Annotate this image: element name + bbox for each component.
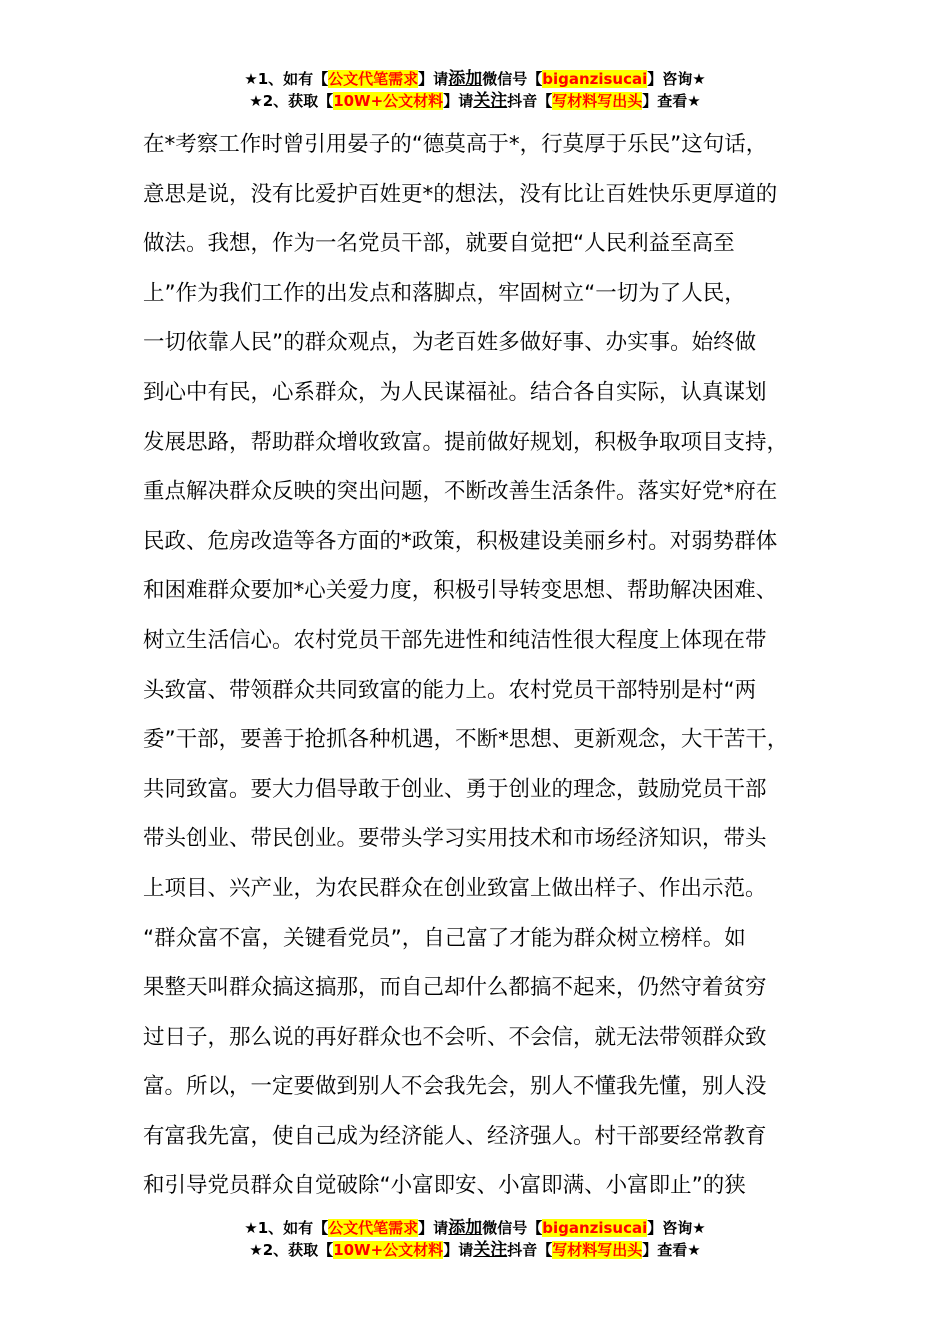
banner-wechat-id: biganzisucai — [542, 1219, 648, 1237]
banner-text: 微信号【 — [482, 70, 543, 88]
banner-emphasis: 关注 — [473, 91, 508, 111]
banner-emphasis: 添加 — [448, 69, 483, 89]
body-line: 在*考察工作时曾引用晏子的“德莫高于*，行莫厚于乐民”这句话， — [143, 132, 768, 157]
banner-text: ★2、获取【 — [249, 1241, 334, 1259]
banner-line-1 — [0, 68, 950, 90]
banner-highlight: 10W+公文材料 — [333, 92, 444, 110]
banner-text: 】查看★ — [642, 1241, 701, 1259]
banner-text: 】咨询★ — [647, 70, 706, 88]
banner-text: 】请 — [443, 92, 474, 110]
banner-text: 】请 — [418, 70, 449, 88]
banner-text: 微信号【 — [482, 1219, 543, 1237]
body-line: 有富我先富，使自己成为经济能人、经济强人。村干部要经常教育 — [143, 1123, 767, 1149]
body-line: 富。所以，一定要做到别人不会我先会，别人不懂我先懂，别人没 — [143, 1074, 767, 1100]
banner-highlight: 公文代笔需求 — [328, 70, 419, 88]
banner-text: ★1、如有【 — [244, 1219, 329, 1237]
body-line: 上项目、兴产业，为农民群众在创业致富上做出样子、作出示范。 — [143, 875, 767, 901]
body-line: 一切依靠人民”的群众观点，为老百姓多做好事、办实事。始终做 — [143, 330, 757, 356]
body-line: 头致富、带领群众共同致富的能力上。农村党员干部特别是村“两 — [143, 677, 757, 703]
body-line: 委”干部，要善于抢抓各种机遇，不断*思想、更新观念，大干苦干， — [143, 727, 789, 753]
banner-text: ★1、如有【 — [244, 70, 329, 88]
banner-text: 抖音【 — [507, 92, 553, 110]
banner-text: 抖音【 — [507, 1241, 553, 1259]
banner-text: 】请 — [418, 1219, 449, 1237]
body-line: 上”作为我们工作的出发点和落脚点，牢固树立“一切为了人民， — [143, 280, 746, 306]
body-line: 民政、危房改造等各方面的*政策，积极建设美丽乡村。对弱势群体 — [143, 528, 778, 554]
body-line: 果整天叫群众搞这搞那，而自己却什么都搞不起来，仍然守着贫穷 — [143, 975, 767, 1001]
body-line: “群众富不富，关键看党员”，自己富了才能为群众树立榜样。如 — [143, 925, 746, 951]
body-line: 带头创业、带民创业。要带头学习实用技术和市场经济知识，带头 — [143, 826, 767, 852]
banner-text: ★2、获取【 — [249, 92, 334, 110]
banner-text: 】请 — [443, 1241, 474, 1259]
banner-line-2 — [0, 1239, 950, 1261]
body-line: 和引导党员群众自觉破除“小富即安、小富即满、小富即止”的狭 — [143, 1173, 746, 1199]
banner-line-1 — [0, 1217, 950, 1239]
banner-emphasis: 关注 — [473, 1240, 508, 1260]
footer-banner — [0, 1217, 950, 1261]
banner-text: 】查看★ — [642, 92, 701, 110]
banner-highlight: 10W+公文材料 — [333, 1241, 444, 1259]
document-body — [143, 120, 833, 1211]
body-line: 和困难群众要加*心关爱力度，积极引导转变思想、帮助解决困难、 — [143, 578, 778, 604]
body-line: 过日子，那么说的再好群众也不会听、不会信，就无法带领群众致 — [143, 1024, 767, 1050]
body-line: 重点解决群众反映的突出问题，不断改善生活条件。落实好党*府在 — [143, 479, 778, 505]
body-line: 意思是说，没有比爱护百姓更*的想法，没有比让百姓快乐更厚道的 — [143, 181, 778, 207]
banner-wechat-id: biganzisucai — [542, 70, 648, 88]
body-line: 到心中有民，心系群众，为人民谋福祉。结合各自实际，认真谋划 — [143, 379, 767, 405]
body-line: 树立生活信心。农村党员干部先进性和纯洁性很大程度上体现在带 — [143, 627, 767, 653]
header-banner — [0, 68, 950, 112]
banner-line-2 — [0, 90, 950, 112]
body-line: 做法。我想，作为一名党员干部，就要自觉把“人民利益至高至 — [143, 231, 735, 257]
body-line: 共同致富。要大力倡导敢于创业、勇于创业的理念，鼓励党员干部 — [143, 776, 767, 802]
banner-text: 】咨询★ — [647, 1219, 706, 1237]
banner-douyin-account: 写材料写出头 — [552, 92, 643, 110]
banner-emphasis: 添加 — [448, 1218, 483, 1238]
body-line: 发展思路，帮助群众增收致富。提前做好规划，积极争取项目支持， — [143, 429, 789, 455]
banner-highlight: 公文代笔需求 — [328, 1219, 419, 1237]
banner-douyin-account: 写材料写出头 — [552, 1241, 643, 1259]
